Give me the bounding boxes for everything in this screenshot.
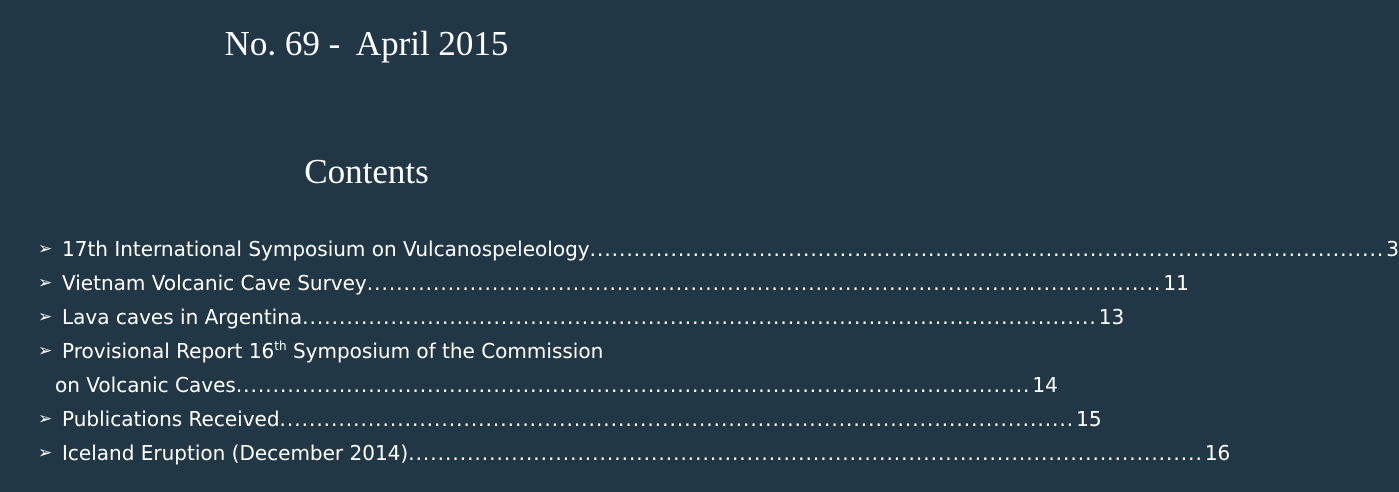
toc-item-page: 11 (1163, 271, 1189, 295)
arrowhead-bullet-icon: ➢ (38, 443, 53, 463)
toc-item[interactable] (38, 436, 1231, 470)
toc-item-page: 16 (1204, 441, 1231, 465)
toc-leader (55, 368, 1058, 402)
toc-item[interactable] (38, 300, 1125, 334)
toc-leader (62, 402, 1102, 436)
arrowhead-bullet-icon: ➢ (38, 307, 53, 327)
toc-entry-line (62, 266, 1189, 300)
arrowhead-bullet-icon: ➢ (38, 239, 53, 259)
dot-leader: ............................................................................................................ (235, 373, 1031, 397)
toc-item[interactable] (38, 266, 1189, 300)
toc-item-page: 14 (1032, 373, 1058, 397)
dot-leader: ............................................................................................................ (408, 441, 1203, 465)
contents-heading: Contents (304, 152, 429, 191)
ordinal-superscript: th (274, 339, 287, 353)
toc-item-title: Publications Received (62, 407, 280, 431)
toc-item[interactable] (38, 232, 1399, 266)
toc-item-title-part: Symposium of the Commission (286, 339, 604, 363)
toc-item-page: 15 (1076, 407, 1102, 431)
toc-item-title: Vietnam Volcanic Cave Survey (62, 271, 367, 295)
toc-item-title: Lava caves in Argentina (62, 305, 303, 329)
dot-leader: ............................................................................................................ (279, 407, 1075, 431)
issue-title: No. 69 - April 2015 (224, 24, 509, 63)
toc-item-title-part: Provisional Report 16 (62, 339, 275, 363)
toc-item[interactable] (38, 402, 1102, 436)
arrowhead-bullet-icon: ➢ (38, 273, 53, 293)
toc-entry-line (62, 402, 1102, 436)
table-of-contents (38, 232, 1399, 470)
toc-item-title: 17th International Symposium on Vulcanospeleology (62, 237, 590, 261)
toc-entry-line (62, 436, 1231, 470)
toc-entry-line (62, 300, 1125, 334)
toc-item[interactable] (38, 334, 1058, 402)
arrowhead-bullet-icon: ➢ (38, 409, 53, 429)
toc-entry-line (62, 232, 1399, 266)
toc-leader (62, 436, 1231, 470)
toc-entry-line (55, 368, 1058, 402)
toc-item-title-line-2: on Volcanic Caves (55, 373, 236, 397)
toc-item-page: 13 (1098, 305, 1125, 329)
toc-item-title-line-1 (62, 334, 698, 368)
dot-leader: ............................................................................................................ (302, 305, 1097, 329)
toc-leader (62, 266, 1189, 300)
toc-leader (62, 232, 1399, 266)
toc-leader (62, 300, 1125, 334)
toc-item-title: Iceland Eruption (December 2014) (62, 441, 409, 465)
dot-leader: ............................................................................................................ (366, 271, 1162, 295)
dot-leader: ............................................................................................................ (589, 237, 1385, 261)
toc-item-page: 3 (1386, 237, 1399, 261)
arrowhead-bullet-icon: ➢ (38, 341, 53, 361)
